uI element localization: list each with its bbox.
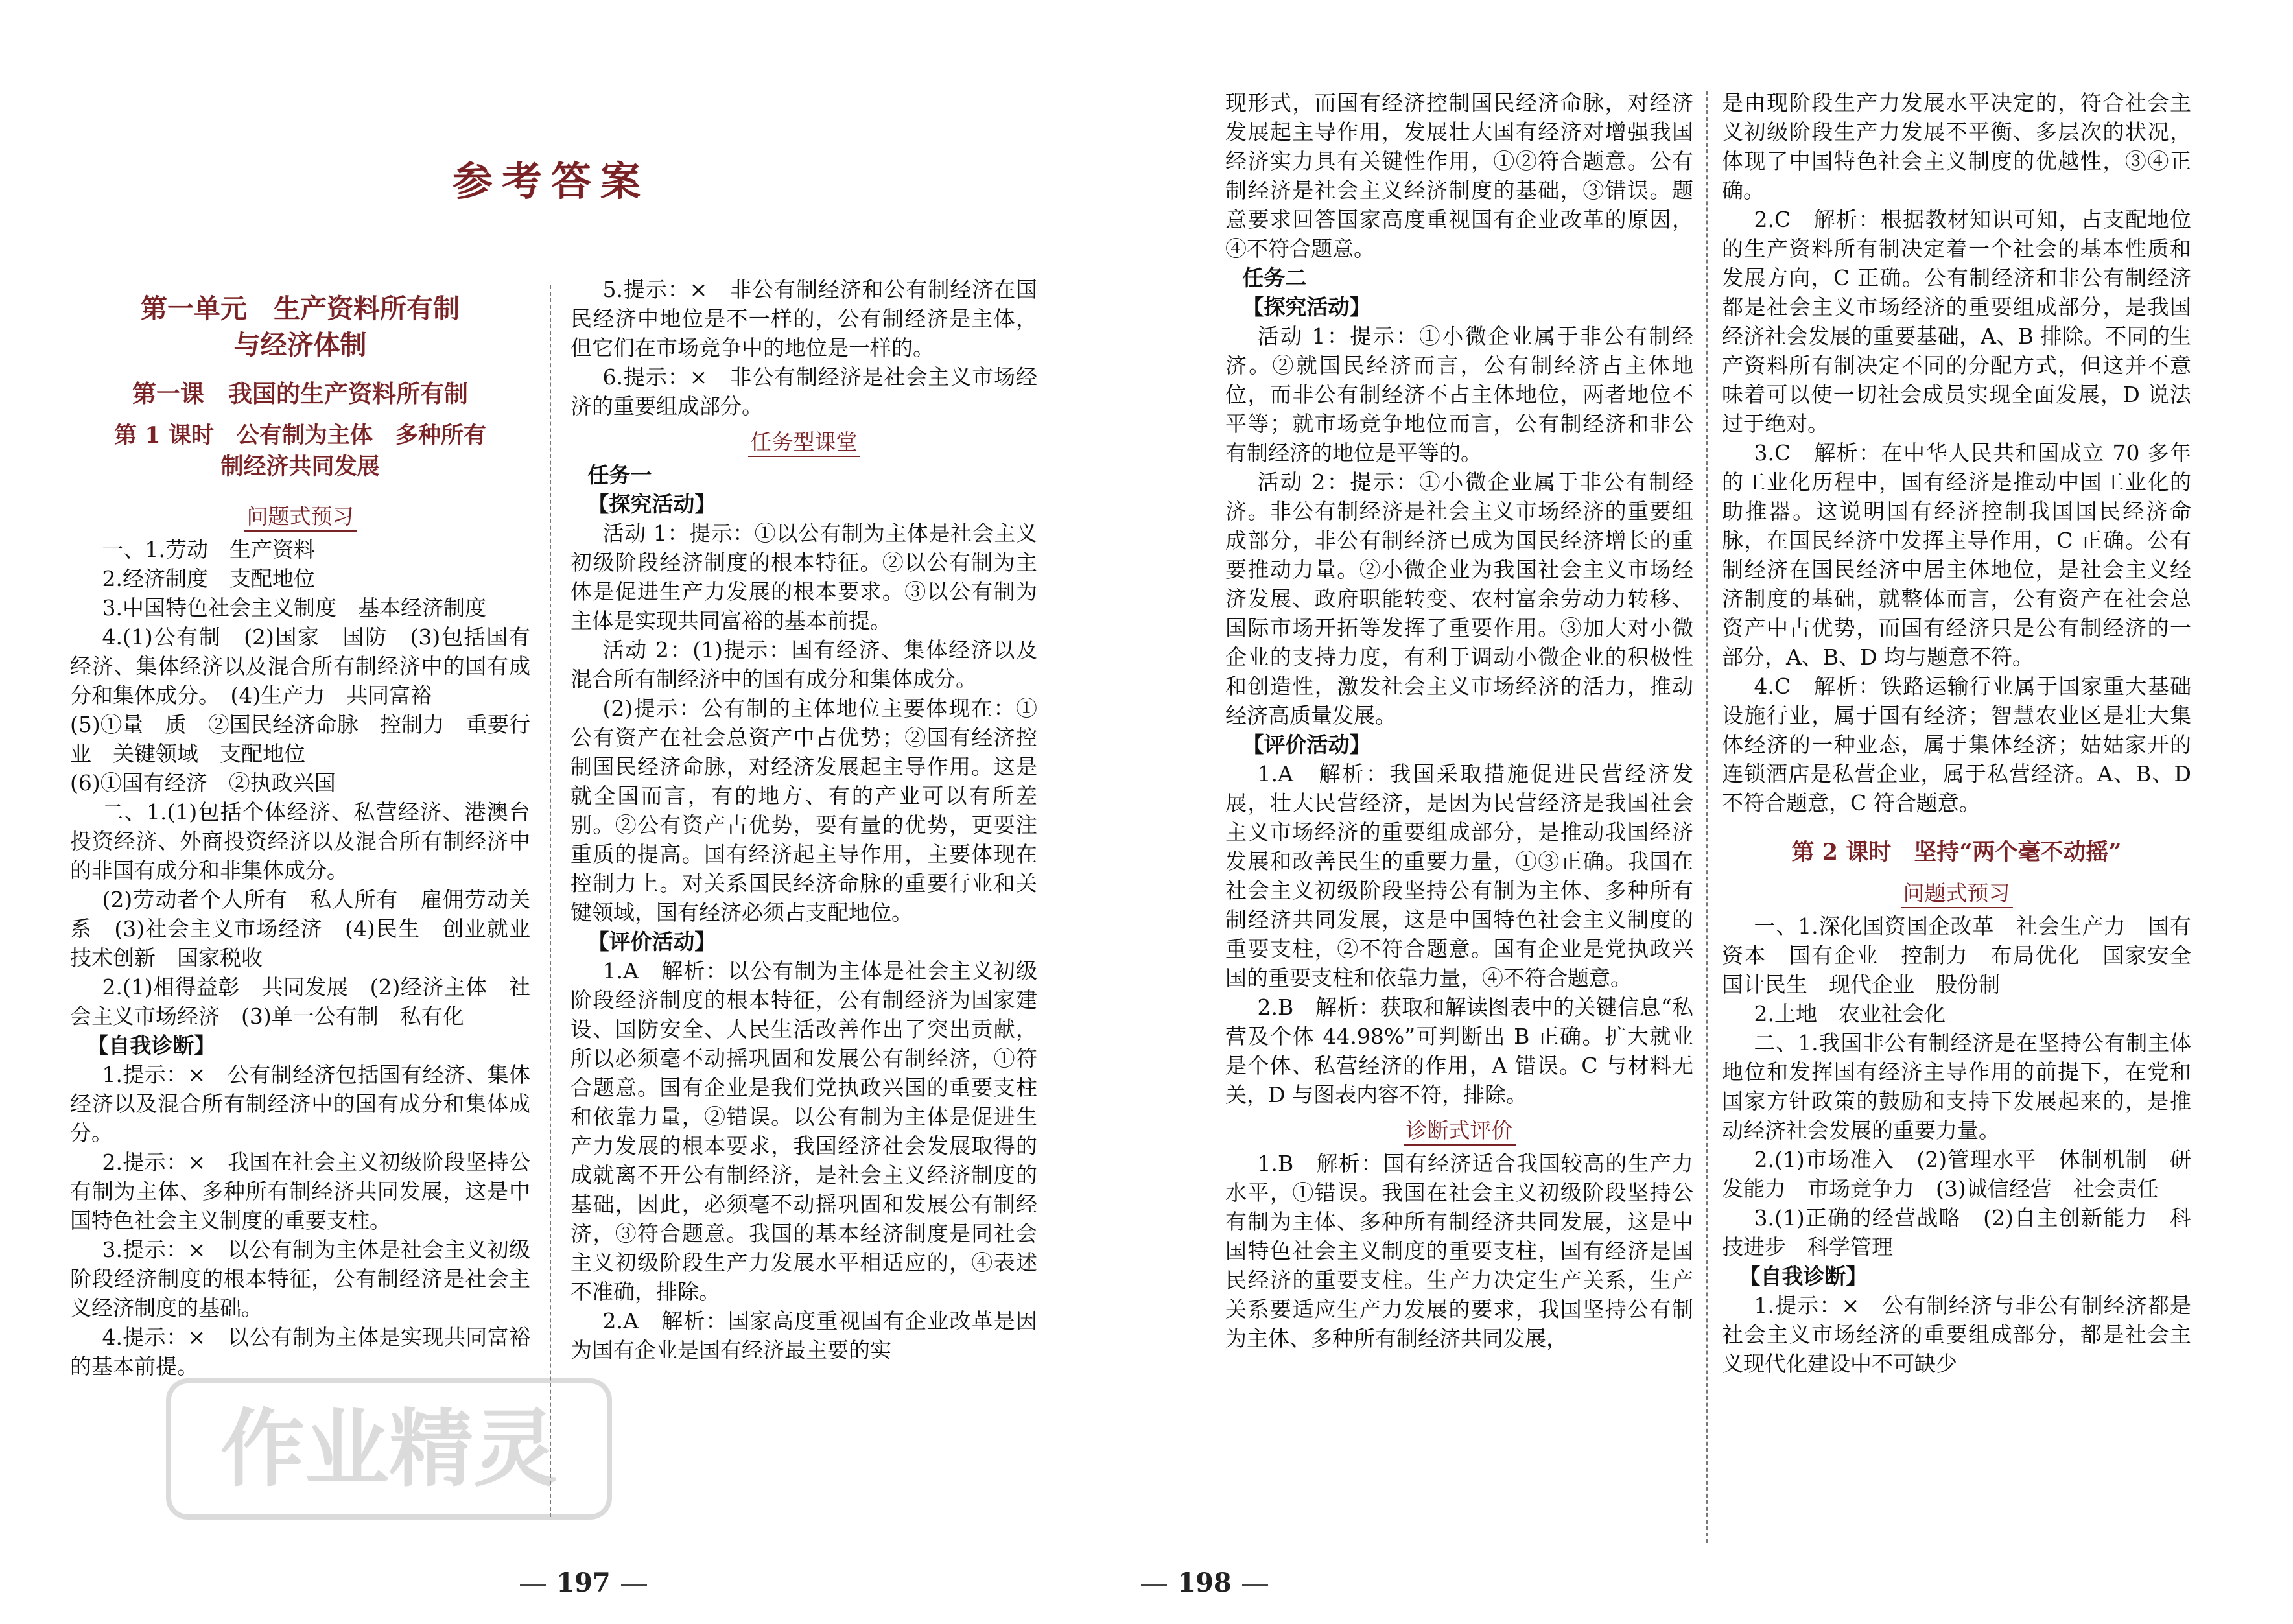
answer-line: 活动 1：提示：①以公有制为主体是社会主义初级阶段经济制度的根本特征。②以公有制为主体是促进生产力发展的根本要求。③以公有制为主体是实现共同富裕的基本前提。 bbox=[570, 521, 1037, 633]
left-column-2 bbox=[570, 275, 1037, 1533]
task-two-heading: 任务二 bbox=[1242, 265, 1307, 290]
right-column-2 bbox=[1722, 88, 2213, 1540]
unit-title: 第一单元 生产资料所有制 与经济体制 bbox=[141, 293, 460, 360]
answer-line: 活动 2：提示：①小微企业属于非公有制经济。非公有制经济是社会主义市场经济的重要组成部分，非公有制经济已成为国民经济增长的重要推动力量。②小微企业为我国社会主义市场经济发展、政府职能转变、农村富余劳动力转移、国际市场开拓等发挥了重要作用。③加大对小微企业的支持力度，有利于调动小微企业的积极性和创造性，激发社会主义市场经济的活力，推动经济高质量发展。 bbox=[1225, 469, 1693, 728]
right-page bbox=[1146, 0, 2293, 1624]
answer-line: (5)①量 质 ②国民经济命脉 控制力 重要行业 关键领域 支配地位 bbox=[70, 712, 530, 766]
book-title: 参考答案 bbox=[452, 158, 650, 205]
answer-line: 6.提示：× 非公有制经济是社会主义市场经济的重要组成部分。 bbox=[570, 364, 1037, 419]
preview-banner: 问题式预习 bbox=[70, 502, 530, 531]
answer-line: 活动 2：(1)提示：国有经济、集体经济以及混合所有制经济中的国有成分和集体成分。 bbox=[570, 637, 1037, 692]
answer-line: 4.(1)公有制 (2)国家 国防 (3)包括国有经济、集体经济以及混合所有制经济中的国有成分和集体成分。 (4)生产力 共同富裕 bbox=[70, 624, 530, 708]
explore-activity-heading: 【探究活动】 bbox=[587, 491, 716, 517]
answer-line: 1.提示：× 公有制经济包括国有经济、集体经济以及混合所有制经济中的国有成分和集体成分。 bbox=[70, 1062, 530, 1146]
self-diagnosis-heading: 【自我诊断】 bbox=[1739, 1264, 1868, 1289]
page-number-right: 198 bbox=[1107, 1568, 1302, 1598]
lesson-title: 第一课 我国的生产资料所有制 bbox=[132, 379, 468, 408]
answer-line: (6)①国有经济 ②执政兴国 bbox=[70, 770, 336, 795]
answer-line: 2.(1)市场准入 (2)管理水平 体制机制 研发能力 市场竞争力 (3)诚信经营 社会责任 bbox=[1722, 1147, 2191, 1201]
evaluation-activity-heading: 【评价活动】 bbox=[587, 929, 716, 954]
answer-line: 4.C 解析：铁路运输行业属于国家重大基础设施行业，属于国有经济；智慧农业区是壮大集体经济的一种业态，属于集体经济；姑姑家开的连锁酒店是私营企业，属于私营经济。A、B、D 不符合题意，C 符合题意。 bbox=[1722, 674, 2198, 816]
period-title: 第 1 课时 公有制为主体 多种所有 制经济共同发展 bbox=[114, 422, 486, 480]
answer-line: 1.A 解析：我国采取措施促进民营经济发展，壮大民营经济，是因为民营经济是我国社会主义市场经济的重要组成部分，是推动我国经济发展和改善民生的重要力量，①③正确。我国在社会主义初级阶段坚持公有制为主体、多种所有制经济共同发展，这是中国特色社会主义制度的重要支柱，②不符合题意。国有企业是党执政兴国的重要支柱和依靠力量，④不符合题意。 bbox=[1225, 761, 1693, 991]
answer-line: 2.土地 农业社会化 bbox=[1754, 1001, 1946, 1026]
answer-line: 活动 1：提示：①小微企业属于非公有制经济。②就国民经济而言，公有制经济占主体地位，而非公有制经济不占主体地位，两者地位不平等；就市场竞争地位而言，公有制经济和非公有制经济的地位是平等的。 bbox=[1225, 324, 1693, 465]
answer-line: 3.中国特色社会主义制度 基本经济制度 bbox=[102, 595, 486, 620]
answer-line: 是由现阶段生产力发展水平决定的，符合社会主义初级阶段生产力发展不平衡、多层次的状况，体现了中国特色社会主义制度的优越性，③④正确。 bbox=[1722, 90, 2191, 203]
right-column-1 bbox=[1225, 88, 1693, 1540]
answer-line: 2.提示：× 我国在社会主义初级阶段坚持公有制为主体、多种所有制经济共同发展，这是中国特色社会主义制度的重要支柱。 bbox=[70, 1149, 530, 1233]
answer-line: (2)劳动者个人所有 私人所有 雇佣劳动关系 (3)社会主义市场经济 (4)民生 创业就业 技术创新 国家税收 bbox=[70, 887, 552, 971]
left-page bbox=[0, 0, 1146, 1624]
preview-answers bbox=[70, 535, 552, 1031]
answer-line: 3.(1)正确的经营战略 (2)自主创新能力 科技进步 科学管理 bbox=[1722, 1205, 2191, 1260]
explore-activity-heading: 【探究活动】 bbox=[1242, 294, 1371, 320]
answer-line: 1.提示：× 公有制经济与非公有制经济都是社会主义市场经济的重要组成部分，都是社会主义现代化建设中不可缺少 bbox=[1722, 1293, 2191, 1376]
task-classroom-banner: 任务型课堂 bbox=[570, 427, 1037, 456]
answer-line: 2.C 解析：根据教材知识可知，占支配地位的生产资料所有制决定着一个社会的基本性质和发展方向，C 正确。公有制经济和非公有制经济都是社会主义市场经济的重要组成部分，是我国经济社会发展的重要基础，A、B 排除。不同的生产资料所有制决定不同的分配方式，但这并不意味着可以使一切社会成员实现全面发展，D 说法过于绝对。 bbox=[1722, 207, 2191, 436]
self-diagnosis-heading: 【自我诊断】 bbox=[87, 1033, 216, 1058]
answer-line: 3.提示：× 以公有制为主体是社会主义初级阶段经济制度的根本特征，公有制经济是社会主义经济制度的基础。 bbox=[70, 1237, 530, 1321]
answer-line: 现形式，而国有经济控制国民经济命脉，对经济发展起主导作用，发展壮大国有经济对增强我国经济实力具有关键性作用，①②符合题意。公有制经济是社会主义经济制度的基础，③错误。题意要求回答国家高度重视国有企业改革的原因，④不符合题意。 bbox=[1225, 90, 1693, 261]
answer-line: 4.提示：× 以公有制为主体是实现共同富裕的基本前提。 bbox=[70, 1324, 530, 1379]
answer-line: 2.A 解析：国家高度重视国有企业改革是因为国有企业是国有经济最主要的实 bbox=[570, 1308, 1037, 1363]
answer-line: 5.提示：× 非公有制经济和公有制经济在国民经济中地位是不一样的，公有制经济是主体，但它们在市场竞争中的地位是一样的。 bbox=[570, 277, 1037, 360]
column-divider bbox=[1706, 91, 1708, 1543]
answer-line: 1.B 解析：国有经济适合我国较高的生产力水平，①错误。我国在社会主义初级阶段坚持公有制为主体、多种所有制经济共同发展，这是中国特色社会主义制度的重要支柱，国有经济是国民经济的重要支柱。生产力决定生产关系，生产关系要适应生产力发展的要求，我国坚持公有制为主体、多种所有制经济共同发展， bbox=[1225, 1151, 1693, 1351]
answer-line: 1.A 解析：以公有制为主体是社会主义初级阶段经济制度的根本特征，公有制经济为国家建设、国防安全、人民生活改善作出了突出贡献，所以必须毫不动摇巩固和发展公有制经济，①符合题意。国有企业是我们党执政兴国的重要支柱和依靠力量，②错误。以公有制为主体是促进生产力发展的根本要求，我国经济社会发展取得的成就离不开公有制经济，是社会主义经济制度的基础，因此，必须毫不动摇巩固和发展公有制经济，③符合题意。我国的基本经济制度是同社会主义初级阶段生产力发展水平相适应的，④表述不准确，排除。 bbox=[570, 958, 1037, 1304]
self-diagnosis-answers bbox=[70, 1060, 530, 1381]
diagnostic-evaluation-banner: 诊断式评价 bbox=[1225, 1116, 1693, 1145]
answer-line: 2.B 解析：获取和解读图表中的关键信息“私营及个体 44.98%”可判断出 B 正确。扩大就业是个体、私营经济的作用，A 错误。C 与材料无关，D 与图表内容不符，排除。 bbox=[1225, 994, 1693, 1107]
preview-banner: 问题式预习 bbox=[1722, 878, 2191, 908]
answer-line: 一、1.深化国资国企改革 社会生产力 国有资本 国有企业 控制力 布局优化 国家安全 国计民生 现代企业 股份制 bbox=[1722, 913, 2213, 997]
answer-line: (2)提示：公有制的主体地位主要体现在：①公有资产在社会总资产中占优势；②国有经济控制国民经济命脉，对经济发展起主导作用。这是就全国而言，有的地方、有的产业可以有所差别。②公有资产占优势，要有量的优势，更要注重质的提高。国有经济起主导作用，主要体现在控制力上。对关系国民经济命脉的重要行业和关键领域，国有经济必须占支配地位。 bbox=[570, 696, 1037, 925]
column-divider bbox=[550, 285, 551, 1517]
answer-line: 2.经济制度 支配地位 bbox=[102, 566, 315, 591]
svg-text:作业精灵: 作业精灵 bbox=[220, 1400, 558, 1498]
evaluation-activity-heading: 【评价活动】 bbox=[1242, 732, 1371, 757]
answer-line: 2.(1)相得益彰 共同发展 (2)经济主体 社会主义市场经济 (3)单一公有制 私有化 bbox=[70, 974, 530, 1029]
task-one-heading: 任务一 bbox=[587, 462, 652, 488]
answer-line: 3.C 解析：在中华人民共和国成立 70 多年的工业化历程中，国有经济是推动中国工业化的助推器。这说明国有经济控制我国国民经济命脉，在国民经济中发挥主导作用，C 正确。公有制经济在国民经济中居主体地位，是社会主义经济制度的基础，就整体而言，公有资产在社会总资产中占优势，而国有经济只是公有制经济的一部分，A、B、D 均与题意不符。 bbox=[1722, 440, 2191, 670]
period-two-title: 第 2 课时 坚持“两个毫不动摇” bbox=[1791, 839, 2122, 865]
page-number-left: 197 bbox=[486, 1568, 681, 1598]
answer-line: 二、1.我国非公有制经济是在坚持公有制主体地位和发挥国有经济主导作用的前提下，在党和国家方针政策的鼓励和支持下发展起来的，是推动经济社会发展的重要力量。 bbox=[1722, 1030, 2191, 1143]
answer-line: 一、1.劳动 生产资料 bbox=[102, 537, 315, 562]
answer-line: 二、1.(1)包括个体经济、私营经济、港澳台投资经济、外商投资经济以及混合所有制经济中的非国有成分和非集体成分。 bbox=[70, 799, 530, 883]
left-column-1 bbox=[70, 285, 552, 1543]
